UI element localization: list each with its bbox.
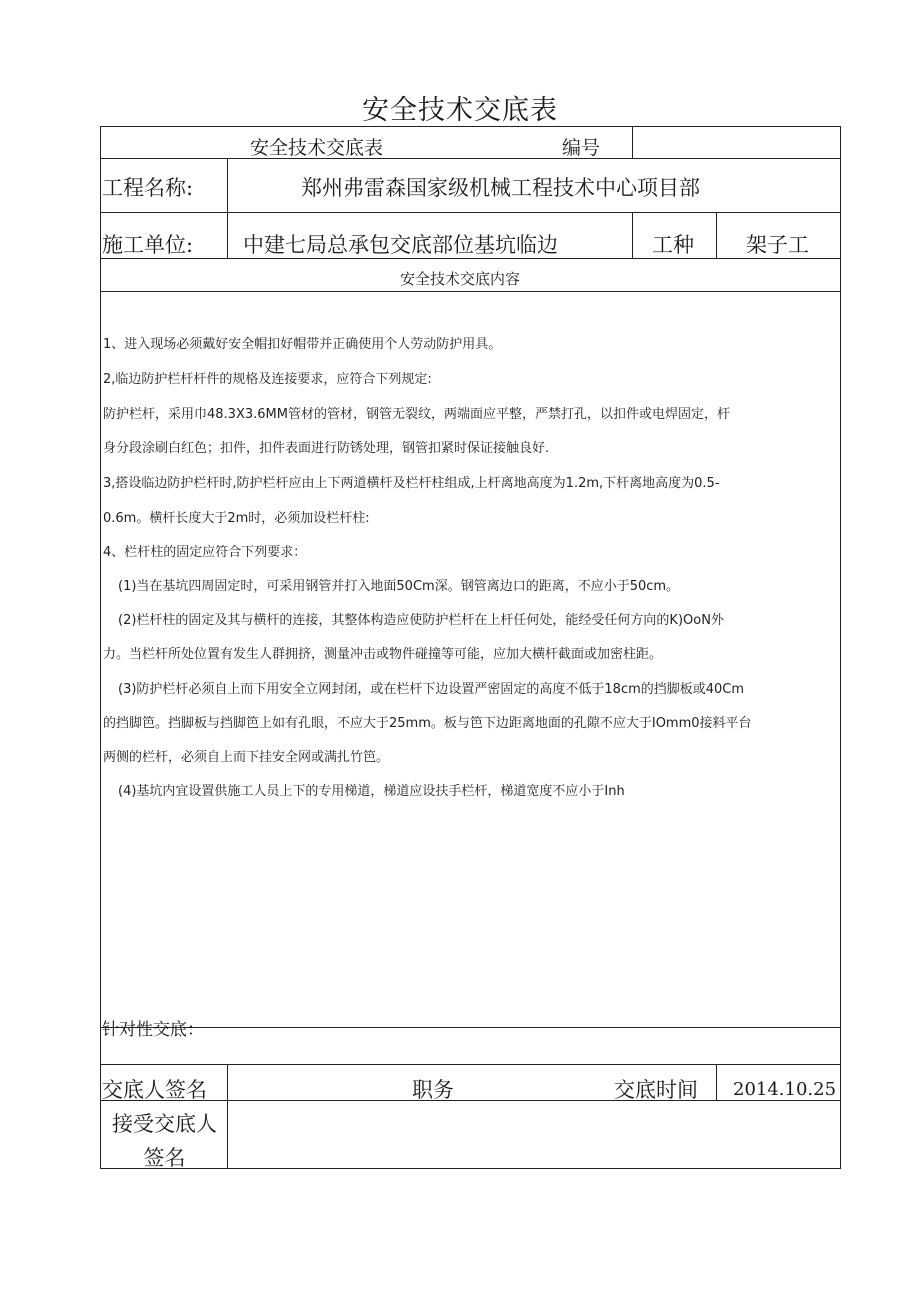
column-divider [716,212,717,258]
construction-unit-value: 中建七局总承包交底部位基坑临边 [243,233,558,257]
trade-label: 工种 [652,233,694,257]
row-divider [100,291,841,292]
content-line: 1、进入现场必须戴好安全帽扣好帽带并正确使用个人劳动防护用具。 [103,337,502,352]
content-line: 身分段涂刷白红色；扣件，扣件表面进行防锈处理，钢管扣紧时保证接触良好. [103,441,550,456]
receiver-label: 签名 [143,1146,186,1170]
column-divider [227,158,228,258]
project-name-label: 工程名称: [102,176,194,200]
content-heading: 安全技术交底内容 [399,270,520,288]
column-divider [716,1064,717,1100]
position-label: 职务 [412,1078,454,1102]
targeted-disclosure-label: 针对性交底： [102,1020,204,1040]
content-line: 力。当栏杆所处位置有发生人群拥挤，测量冲击或物件碰撞等可能，应加大横杆截面或加密柱距。 [103,647,663,662]
content-line: (1)当在基坑四周固定时，可采用钢管并打入地面50Cm深。钢管离边口的距离，不应小于50cm。 [118,579,680,594]
row-divider [100,1100,841,1101]
content-line: 的挡脚笆。挡脚板与挡脚笆上如有孔眼，不应大于25mm。板与笆下边距离地面的孔隙不应大于IOmm0接料平台 [103,716,752,731]
content-line: 3,搭设临边防护栏杆时,防护栏杆应由上下两道横杆及栏杆柱组成,上杆离地高度为1.2m,下杆离地高度为0.5- [103,476,720,491]
disclosure-date: 2014.10.25 [733,1079,837,1100]
project-name-value: 郑州弗雷森国家级机械工程技术中心项目部 [301,176,700,200]
discloser-signature-label: 交底人签名 [102,1078,207,1102]
row-divider [100,1027,841,1028]
receiver-signature-field[interactable] [232,1106,832,1164]
row-divider [100,1064,841,1065]
trade-value: 架子工 [746,233,809,257]
content-line: 两侧的栏杆，必须自上而下挂安全网或满扎竹笆。 [103,750,390,765]
content-line: 4、栏杆柱的固定应符合下列要求： [103,545,307,560]
construction-unit-label: 施工单位: [102,233,194,257]
column-divider [227,1064,228,1169]
document-title: 安全技术交底表 [362,95,558,126]
content-line: 0.6m。横杆长度大于2m时，必须加设栏杆柱: [103,511,370,526]
form-name: 安全技术交底表 [250,137,384,159]
disclosure-time-label: 交底时间 [614,1078,698,1102]
content-line: (2)栏杆柱的固定及其与横杆的连接，其整体构造应使防护栏杆在上杆任何处，能经受任何方向的K)OoN外 [118,613,724,628]
column-divider [632,212,633,258]
column-divider [632,126,633,158]
number-label: 编号 [562,137,601,159]
row-divider [100,158,841,159]
receiver-label: 接受交底人 [112,1112,217,1136]
content-line: 2,临边防护栏杆杆件的规格及连接要求，应符合下列规定: [103,372,432,387]
content-line: (3)防护栏杆必须自上而下用安全立网封闭，或在栏杆下边设置严密固定的高度不低于18cm的挡脚板或40Cm [118,682,745,697]
content-line: (4)基坑内宜设置供施工人员上下的专用梯道，梯道应设扶手栏杆，梯道宽度不应小于Inh [118,784,625,799]
row-divider [100,212,841,213]
content-line: 防护栏杆，采用巾48.3X3.6MM管材的管材，钢管无裂纹，两端面应平整，严禁打孔，以扣件或电焊固定，杆 [103,407,730,422]
